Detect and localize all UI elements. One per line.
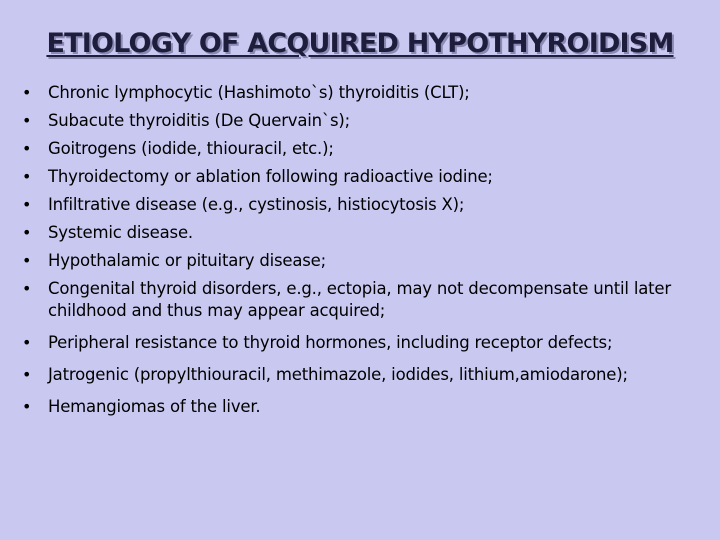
list-item bbox=[22, 364, 702, 386]
list-item-text: Thyroidectomy or ablation following radioactive iodine; bbox=[48, 167, 493, 186]
list-item-text: Chronic lymphocytic (Hashimoto`s) thyroiditis (CLT); bbox=[48, 83, 470, 102]
list-item bbox=[22, 166, 702, 188]
bullet-icon: • bbox=[22, 333, 32, 352]
list-item-text: Systemic disease. bbox=[48, 223, 193, 242]
bullet-icon: • bbox=[22, 279, 32, 298]
bullet-icon: • bbox=[22, 139, 32, 158]
bullet-icon: • bbox=[22, 111, 32, 130]
list-item bbox=[22, 194, 702, 216]
bullet-icon: • bbox=[22, 167, 32, 186]
list-item-text: Hypothalamic or pituitary disease; bbox=[48, 251, 326, 270]
list-item bbox=[22, 110, 702, 132]
bullet-icon: • bbox=[22, 251, 32, 270]
bullet-icon: • bbox=[22, 397, 32, 416]
list-item bbox=[22, 278, 702, 322]
bullet-icon: • bbox=[22, 223, 32, 242]
list-item-text: Peripheral resistance to thyroid hormones, including receptor defects; bbox=[48, 333, 613, 352]
list-item bbox=[22, 250, 702, 272]
list-item bbox=[22, 332, 702, 354]
slide-title: ETIOLOGY OF ACQUIRED HYPOTHYROIDISM bbox=[46, 28, 674, 59]
etiology-list bbox=[22, 82, 702, 424]
list-item bbox=[22, 222, 702, 244]
list-item-text: Jatrogenic (propylthiouracil, methimazole, iodides, lithium,amiodarone); bbox=[48, 365, 628, 384]
bullet-icon: • bbox=[22, 195, 32, 214]
list-item-text: Congenital thyroid disorders, e.g., ectopia, may not decompensate until later childhood and thus may appear acquired; bbox=[48, 279, 671, 320]
list-item bbox=[22, 396, 702, 418]
list-item-text: Subacute thyroiditis (De Quervain`s); bbox=[48, 111, 350, 130]
list-item-text: Goitrogens (iodide, thiouracil, etc.); bbox=[48, 139, 334, 158]
bullet-icon: • bbox=[22, 83, 32, 102]
list-item bbox=[22, 82, 702, 104]
list-item bbox=[22, 138, 702, 160]
list-item-text: Infiltrative disease (e.g., cystinosis, histiocytosis X); bbox=[48, 195, 465, 214]
bullet-icon: • bbox=[22, 365, 32, 384]
list-item-text: Hemangiomas of the liver. bbox=[48, 397, 261, 416]
